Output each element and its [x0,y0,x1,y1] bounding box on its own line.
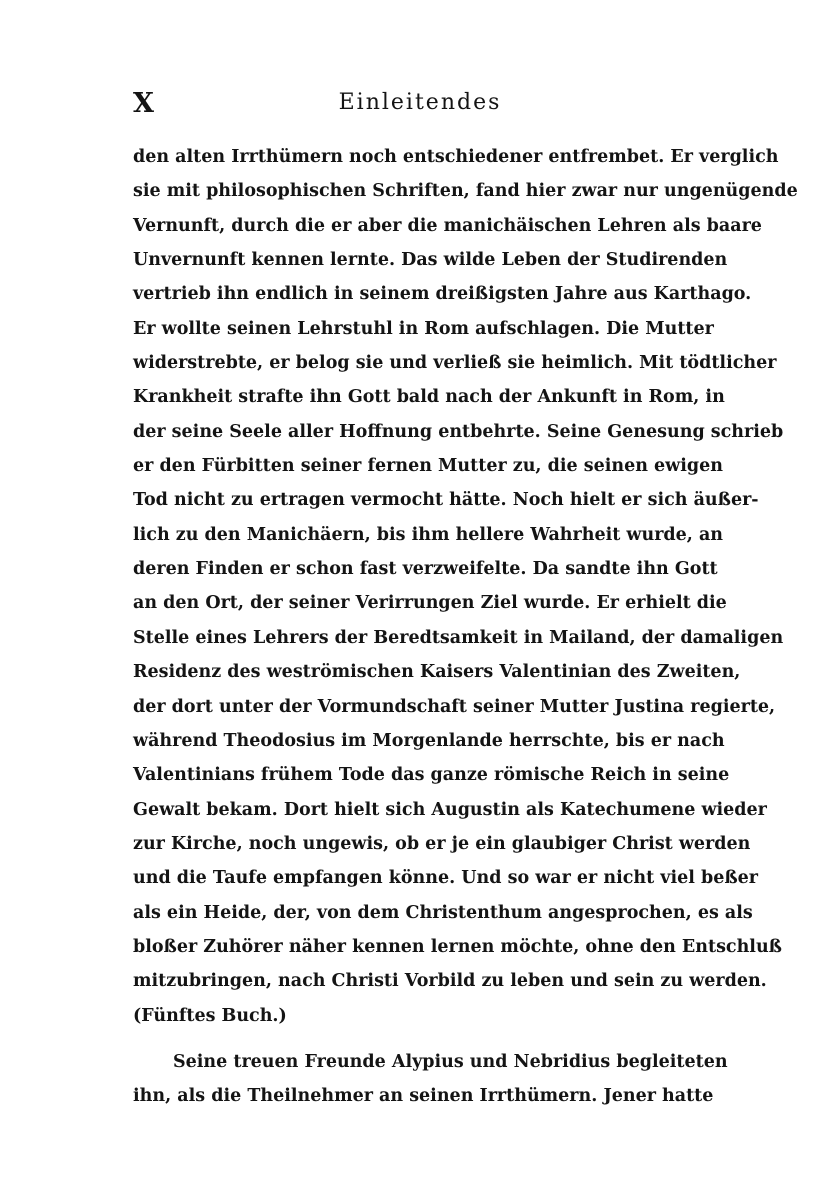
page-header [0,88,840,122]
text-line: Vernunft, durch die er aber die manichäischen Lehren als baare [133,215,762,236]
text-line: sie mit philosophischen Schriften, fand hier zwar nur ungenügende [133,181,798,202]
text-line: (Fünftes Buch.) [133,1005,287,1026]
text-line: er den Fürbitten seiner fernen Mutter zu, die seinen ewigen [133,456,723,477]
paragraph-2 [133,1045,728,1114]
text-line: und die Taufe empfangen könne. Und so war er nicht viel beßer [133,868,759,889]
text-line: mitzubringen, nach Christi Vorbild zu leben und sein zu werden. [133,971,767,992]
text-line: an den Ort, der seiner Verirrungen Ziel wurde. Er erhielt die [133,593,727,614]
body-text [133,140,798,1114]
paragraph-gap [133,1033,674,1045]
running-head: Einleitendes [338,90,502,115]
text-line: Valentinians frühem Tode das ganze römische Reich in seine [133,765,730,786]
text-line: Gewalt bekam. Dort hielt sich Augustin als Katechumene wieder [133,799,767,820]
text-line: widerstrebte, er belog sie und verließ sie heimlich. Mit tödtlicher [133,353,777,374]
text-line: ihn, als die Theilnehmer an seinen Irrthümern. Jener hatte [133,1086,714,1107]
text-line: Stelle eines Lehrers der Beredtsamkeit in Mailand, der damaligen [133,627,784,648]
text-line: während Theodosius im Morgenlande herrschte, bis er nach [133,730,725,751]
text-line: der seine Seele aller Hoffnung entbehrte. Seine Genesung schrieb [133,421,784,442]
text-line: als ein Heide, der, von dem Christenthum angesprochen, es als [133,902,753,923]
text-line: Unvernunft kennen lernte. Das wilde Leben der Studirenden [133,250,728,271]
text-line: vertrieb ihn endlich in seinem dreißigsten Jahre aus Karthago. [133,284,752,305]
text-line: deren Finden er schon fast verzweifelte. Da sandte ihn Gott [133,559,718,580]
text-line: Krankheit strafte ihn Gott bald nach der Ankunft in Rom, in [133,387,725,408]
text-line: der dort unter der Vormundschaft seiner Mutter Justina regierte, [133,696,776,717]
text-line: Er wollte seinen Lehrstuhl in Rom aufschlagen. Die Mutter [133,318,714,339]
text-line: zur Kirche, noch ungewis, ob er je ein glaubiger Christ werden [133,833,751,854]
page-number: X [133,88,155,119]
text-line: Seine treuen Freunde Alypius und Nebridius begleiteten [173,1051,728,1072]
text-line: lich zu den Manichäern, bis ihm hellere Wahrheit wurde, an [133,524,724,545]
text-line: bloßer Zuhörer näher kennen lernen möchte, ohne den Entschluß [133,936,782,957]
text-line: Tod nicht zu ertragen vermocht hätte. Noch hielt er sich äußer- [133,490,759,511]
paragraph-1 [133,140,798,1033]
text-line: den alten Irrthümern noch entschiedener entfrembet. Er verglich [133,147,779,167]
text-line: Residenz des weströmischen Kaisers Valentinian des Zweiten, [133,662,741,683]
